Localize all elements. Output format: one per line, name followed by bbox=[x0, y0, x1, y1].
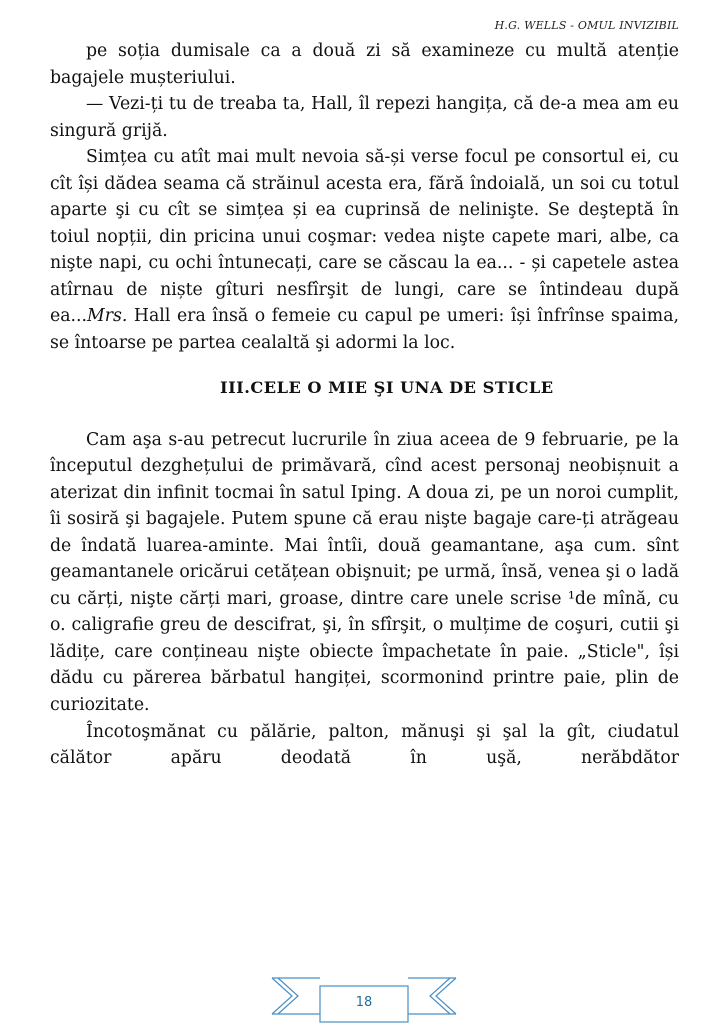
footer-ornament bbox=[270, 962, 458, 1026]
spacer bbox=[50, 401, 679, 427]
paragraph-3-text: Simțea cu atît mai mult nevoia să-și verse focul pe consortul ei, cu cît își dădea seama că străinul acesta era, fără îndoială, un soi cu totul aparte şi cu cît se simțea și ea cuprinsă de nelinişte. Se deşteptă în toiul nopții, din pricina unui coşmar: vedea nişte capete mari, albe, ca nişte napi, cu ochi întunecați, care se căscau la ea... - și capetele astea atîrnau de niște gîturi nesfîrşit de lungi, care se întindeau după ea... bbox=[50, 147, 679, 327]
page-footer bbox=[270, 962, 458, 1026]
paragraph-4: Cam aşa s-au petrecut lucrurile în ziua aceea de 9 februarie, pe la începutul dezghețului de primăvară, cînd acest personaj neobișnuit a aterizat din infinit tocmai în satul Iping. A doua zi, pe un noroi cumplit, îi sosiră şi bagajele. Putem spune că erau nişte bagaje care-ți atrăgeau de îndată luarea-aminte. Mai întîi, două geamantane, aşa cum. sînt geamantanele oricărui cetățean obişnuit; pe urmă, însă, venea şi o ladă cu cărți, nişte cărți mari, groase, dintre care unele scrise ¹de mînă, cu o. caligrafie greu de descifrat, şi, în sfîrşit, o mulțime de coşuri, cutii şi lădițe, care conțineau nişte obiecte împachetate în paie. „Sticle", își dădu cu părerea bărbatul hangiței, scormonind printre paie, plin de curiozitate. bbox=[50, 429, 679, 716]
paragraph-2: — Vezi-ți tu de treaba ta, Hall, îl repezi hangița, că de-a mea am eu singură grijă. bbox=[50, 94, 679, 141]
chapter-title: III.CELE O MIE ŞI UNA DE STICLE bbox=[220, 377, 554, 397]
paragraph-3-tail: Hall era însă o femeie cu capul pe umeri: își înfrînse spaima, se întoarse pe partea cealaltă şi adormi la loc. bbox=[50, 306, 679, 354]
right-chevron-outer bbox=[436, 978, 456, 1014]
left-chevron-inner bbox=[278, 978, 298, 1014]
body-text bbox=[50, 38, 679, 772]
left-chevron-outer bbox=[272, 978, 292, 1014]
paragraph-5: Încotoşmănat cu pălărie, palton, mănuşi şi şal la gît, ciudatul călător apăru deodată în uşă, nerăbdător bbox=[50, 721, 679, 769]
running-header: H.G. WELLS - OMUL INVIZIBIL bbox=[494, 19, 679, 32]
page-number: 18 bbox=[355, 995, 373, 1010]
mrs-italic: Mrs. bbox=[87, 306, 128, 327]
paragraph-1: pe soția dumisale ca a două zi să examineze cu multă atenție bagajele mușteriului. bbox=[50, 41, 679, 88]
right-chevron-inner bbox=[430, 978, 450, 1014]
paragraph-3 bbox=[50, 144, 679, 356]
